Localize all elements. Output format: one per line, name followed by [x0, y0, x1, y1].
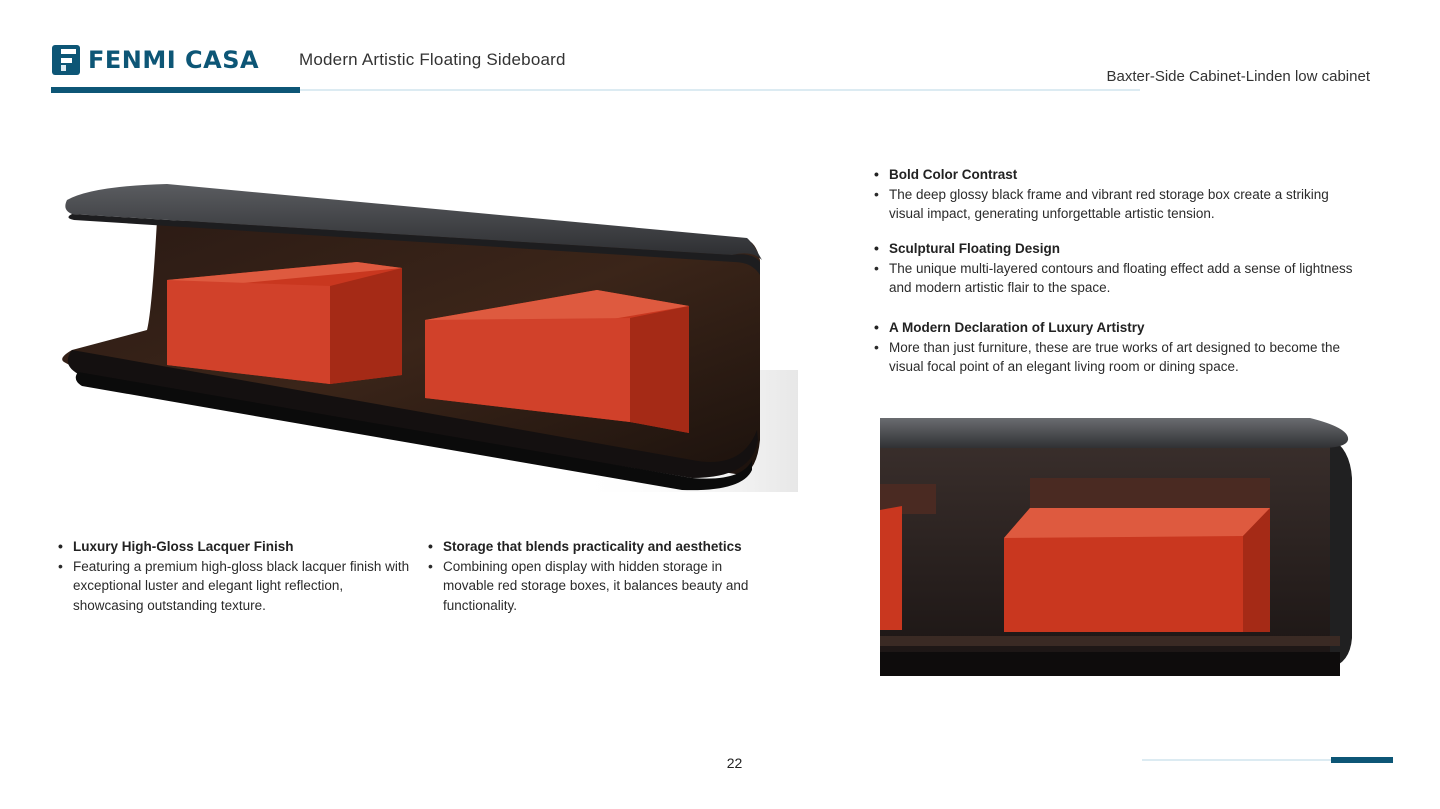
feature-description: • The unique multi-layered contours and floating effect add a sense of lightness and modern artistic flair to the space. — [873, 259, 1358, 298]
feature-heading: • Luxury High-Gloss Lacquer Finish — [57, 537, 413, 557]
footer-rule — [1142, 759, 1332, 761]
feature-luxury-artistry — [873, 318, 1358, 377]
footer-rule-accent — [1331, 757, 1393, 763]
feature-description: • The deep glossy black frame and vibrant red storage box create a striking visual impact, generating unforgettable artistic tension. — [873, 185, 1358, 224]
feature-heading: • A Modern Declaration of Luxury Artistry — [873, 318, 1358, 338]
feature-sculptural-floating-design — [873, 239, 1358, 298]
header-rule — [300, 89, 1140, 91]
fenmi-casa-logo-mark — [52, 45, 80, 75]
feature-heading: • Sculptural Floating Design — [873, 239, 1358, 259]
logo-wordmark: FENMI CASA — [88, 46, 260, 74]
feature-heading: • Bold Color Contrast — [873, 165, 1358, 185]
page-title: Modern Artistic Floating Sideboard — [299, 50, 566, 69]
page-number: 22 — [726, 755, 743, 771]
feature-description: • Combining open display with hidden storage in movable red storage boxes, it balances beauty and functionality. — [427, 557, 767, 616]
sideboard-detail-photo — [880, 418, 1394, 676]
feature-bold-color-contrast — [873, 165, 1358, 224]
brand-logo — [52, 44, 259, 76]
header-rule-accent — [51, 87, 300, 93]
feature-description: • More than just furniture, these are true works of art designed to become the visual focal point of an elegant living room or dining space. — [873, 338, 1358, 377]
feature-heading: • Storage that blends practicality and aesthetics — [427, 537, 767, 557]
feature-storage-aesthetics — [427, 537, 767, 615]
sideboard-main-photo — [52, 140, 798, 492]
page-subtitle: Baxter-Side Cabinet-Linden low cabinet — [1106, 68, 1370, 85]
feature-high-gloss-finish — [57, 537, 413, 615]
feature-description: • Featuring a premium high-gloss black lacquer finish with exceptional luster and elegant light reflection, showcasing outstanding texture. — [57, 557, 413, 616]
